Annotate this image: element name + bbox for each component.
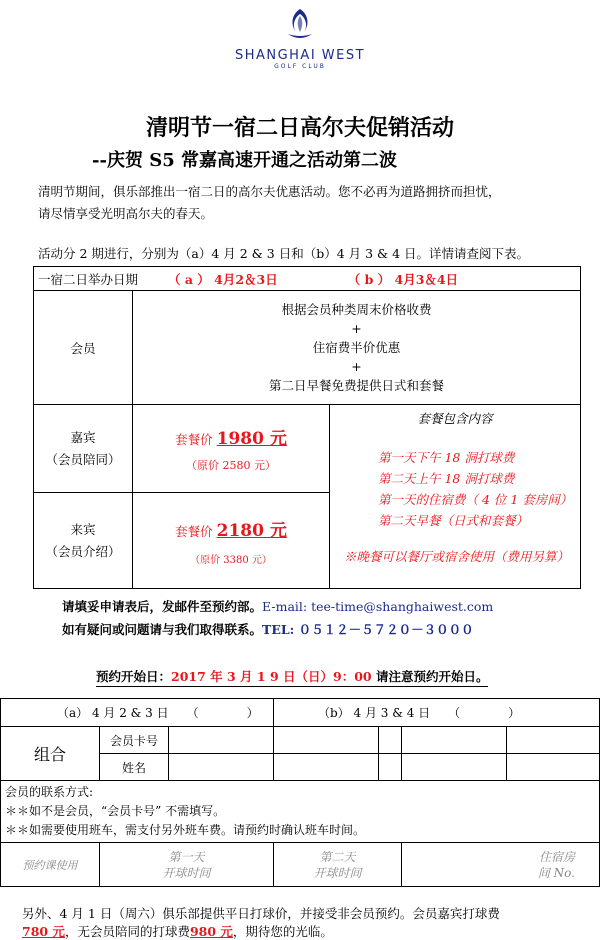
guest1-label xyxy=(34,405,133,493)
form-name-input-5[interactable] xyxy=(507,754,600,781)
periods-note: 活动分 2 期进行，分别为（a）4 月 2 & 3 日和（b）4 月 3 & 4 日。详情请查阅下表。 xyxy=(38,246,530,261)
booking-start xyxy=(96,667,488,687)
form-card-label: 会员卡号 xyxy=(100,727,169,754)
footer-line-2 xyxy=(22,922,333,940)
office-use-label: 预约课使用 xyxy=(1,843,100,887)
guest2-title: 来宾 xyxy=(70,521,96,537)
office-room-sublabel: 间 No. xyxy=(537,865,575,880)
intro-line-1: 清明节期间，俱乐部推出一宿二日的高尔夫优惠活动。您不必再为道路拥挤而担忧， xyxy=(38,184,501,199)
guest2-original-price: （原价 3380 元） xyxy=(190,554,272,566)
contact-email-line xyxy=(62,597,493,615)
form-name-input-4[interactable] xyxy=(402,754,507,781)
footer-price-1: 780 元 xyxy=(22,924,65,939)
form-name-label: 姓名 xyxy=(100,754,169,781)
office-day1-label: 第一天 xyxy=(168,849,205,864)
page-subtitle: --庆贺 S5 常嘉高速开通之活动第二波 xyxy=(92,150,397,171)
office-day2-tee-time[interactable] xyxy=(274,843,402,887)
guest1-original-price: （原价 2580 元） xyxy=(186,459,276,472)
form-period-a[interactable]: （a） 4 月 2 & 3 日 （ ） xyxy=(1,699,274,727)
booking-suffix: 请注意预约开始日。 xyxy=(371,669,489,684)
form-card-input-2[interactable] xyxy=(274,727,379,754)
form-note-1: ＊＊如不是会员，“会员卡号” 不需填写。 xyxy=(5,804,226,818)
guest2-price-cell xyxy=(133,493,330,589)
page-title: 清明节一宿二日高尔夫促销活动 xyxy=(145,115,454,141)
logo-emblem-icon xyxy=(280,6,320,46)
logo-name: SHANGHAI WEST xyxy=(234,48,366,63)
form-contact-label: 会员的联系方式: xyxy=(5,785,94,799)
guest1-price-prefix: 套餐价 xyxy=(175,432,213,447)
include-item-4: 第二天早餐（日式和套餐） xyxy=(378,513,529,528)
member-benefit-1: 根据会员种类周末价格收费 xyxy=(281,302,432,317)
guest2-subtitle: （会员介绍） xyxy=(45,543,121,559)
member-benefit-2: 住宿费半价优惠 xyxy=(312,340,401,355)
dinner-note: ※晚餐可以餐厅或宿舍使用（费用另算） xyxy=(344,549,570,564)
contact-tel-line xyxy=(62,620,474,638)
include-item-3: 第一天的住宿费（ 4 位 1 套房间） xyxy=(378,492,573,507)
booking-date: 2017 年 3 月 1 9 日（日）9：00 xyxy=(171,669,372,684)
contact-tel-text: 如有疑问或问题请与我们取得联系。 xyxy=(62,622,263,637)
form-card-input-5[interactable] xyxy=(507,727,600,754)
contact-email[interactable]: E-mail: tee-time@shanghaiwest.com xyxy=(262,599,494,614)
form-period-b[interactable]: （b） 4 月 3 & 4 日 （ ） xyxy=(274,699,600,727)
promotion-table xyxy=(33,266,581,589)
member-benefit-3: 第二日早餐免费提供日式和套餐 xyxy=(268,378,444,393)
member-label: 会员 xyxy=(34,291,133,405)
form-name-input-3[interactable] xyxy=(379,754,402,781)
include-item-1: 第一天下午 18 洞打球费 xyxy=(378,450,515,465)
office-day2-label: 第二天 xyxy=(319,849,356,864)
guest1-subtitle: （会员陪同） xyxy=(45,451,121,467)
footer-price-2: 980 元 xyxy=(189,924,233,939)
includes-title: 套餐包含内容 xyxy=(417,411,493,426)
logo-subname: GOLF CLUB xyxy=(274,63,326,70)
package-includes xyxy=(330,405,581,589)
form-note-2: ＊＊如需要使用班车，需支付另外班车费。请预约时确认班车时间。 xyxy=(5,823,366,837)
date-row xyxy=(34,267,581,291)
club-logo xyxy=(226,6,374,76)
guest2-price: 2180 元 xyxy=(216,520,287,541)
member-benefit-plus-2: + xyxy=(351,359,362,374)
footer-end: ，期待您的光临。 xyxy=(232,924,333,939)
member-benefits xyxy=(133,291,581,405)
contact-email-text: 请填妥申请表后，发邮件至预约部。 xyxy=(62,599,263,614)
form-contact-cell[interactable] xyxy=(1,781,600,843)
form-card-input-1[interactable] xyxy=(169,727,274,754)
office-day1-tee-time[interactable] xyxy=(100,843,274,887)
guest1-price-cell xyxy=(133,405,330,493)
member-benefit-plus-1: + xyxy=(351,321,362,336)
office-day1-sublabel: 开球时间 xyxy=(162,865,211,880)
date-b: （ b ） 4月3＆4日 xyxy=(347,271,459,287)
form-group-label: 组合 xyxy=(1,727,100,781)
form-card-input-3[interactable] xyxy=(379,727,402,754)
guest1-price: 1980 元 xyxy=(216,429,287,449)
office-room-label: 住宿房 xyxy=(538,849,575,864)
office-room-number[interactable] xyxy=(402,843,600,887)
footer-mid: ，无会员陪同的打球费 xyxy=(64,924,190,939)
guest2-price-prefix: 套餐价 xyxy=(175,523,213,539)
booking-prefix: 预约开始日： xyxy=(96,669,172,684)
form-name-input-1[interactable] xyxy=(169,754,274,781)
intro-line-2: 请尽情享受光明高尔夫的春天。 xyxy=(38,206,214,221)
date-a: （ a ） 4月2＆3日 xyxy=(168,271,278,287)
form-name-input-2[interactable] xyxy=(274,754,379,781)
footer-line-1: 另外、4 月 1 日（周六）俱乐部提供平日打球价，并接受非会员预约。会员嘉宾打球费 xyxy=(22,906,500,921)
date-label: 一宿二日举办日期 xyxy=(38,271,139,287)
application-form xyxy=(0,698,600,887)
guest1-title: 嘉宾 xyxy=(70,429,96,445)
form-card-input-4[interactable] xyxy=(402,727,507,754)
include-item-2: 第二天上午 18 洞打球费 xyxy=(378,471,515,486)
contact-tel[interactable]: TEL: ０５１２－５７２０－３０００ xyxy=(262,622,474,637)
guest2-label xyxy=(34,493,133,589)
office-day2-sublabel: 开球时间 xyxy=(313,865,362,880)
